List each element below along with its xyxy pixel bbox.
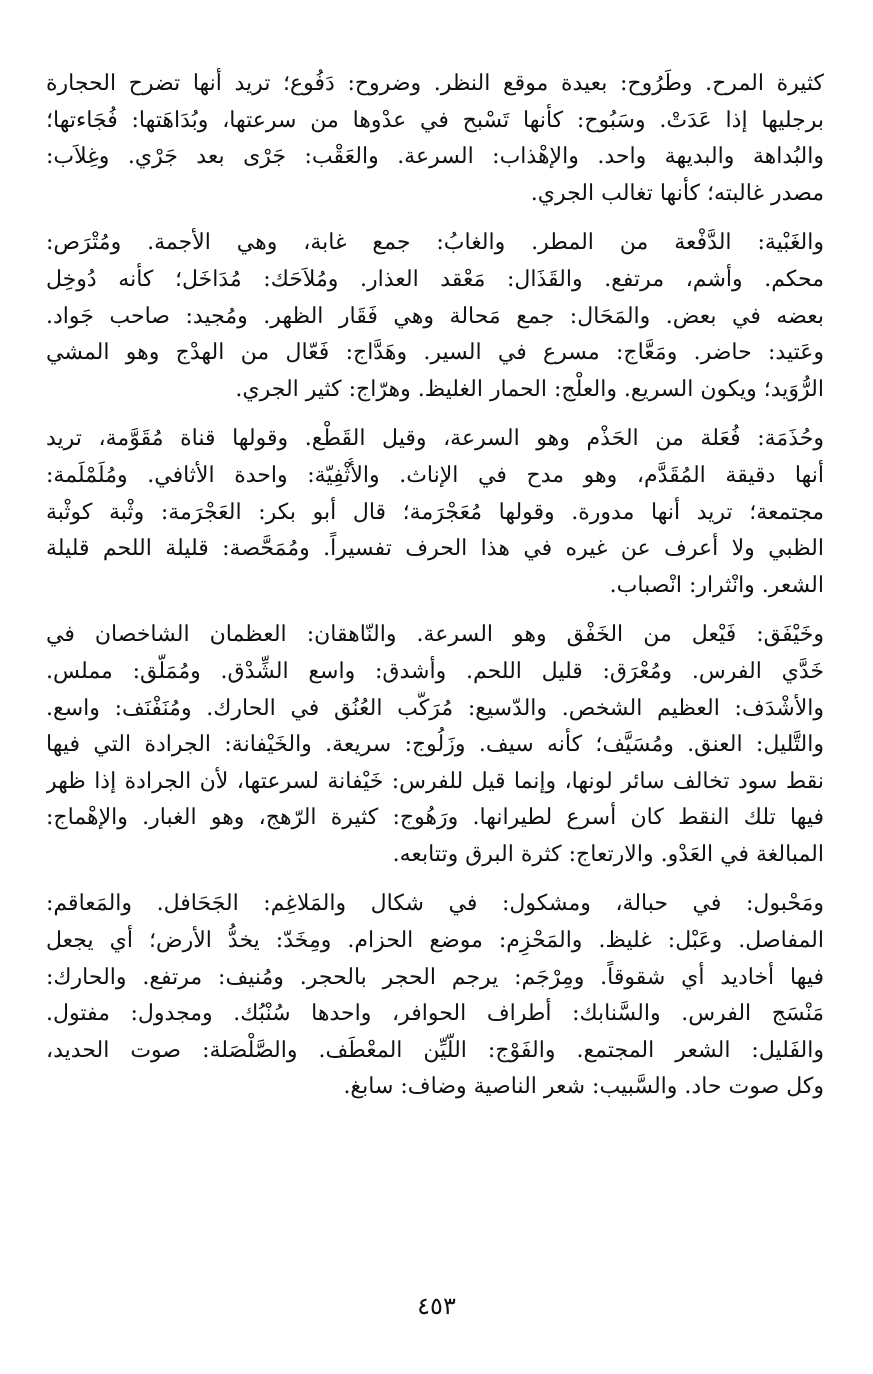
paragraph: [46, 66, 824, 212]
text-line: الشعر. وانْثرار: انْصباب.: [609, 572, 824, 598]
text-line: وعَتيد: حاضر. ومَعَّاج: مسرع في السير. وهَدَّاج: فَعّال من الهدْج وهو المشي: [46, 340, 824, 366]
body-text: [46, 66, 824, 1119]
text-line: والبُداهة والبديهة واحد. والإهْذاب: السرعة. والعَقْب: جَرْى بعد جَرْي. وغِلاَب:: [46, 144, 824, 170]
text-line: الظبي ولا أعرف عن غيره في هذا الحرف تفسيراً. ومُمَحَّصة: قليلة اللحم قليلة: [46, 536, 824, 562]
text-line: نقط سود تخالف سائر لونها، وإنما قيل للفرس: خَيْفانة لسرعتها، لأن الجرادة إذا ظهر: [46, 768, 824, 794]
text-line: برجليها إذا عَدَتْ. وسَبُوح: كأنها تَسْبح في عدْوها من سرعتها، وبُدَاهَتها: فُجَاءتها؛: [46, 107, 824, 133]
text-line: ومَحْبول: في حبالة، ومشكول: في شكال والمَلاغِم: الجَحَافل. والمَعاقم:: [46, 891, 824, 917]
paragraph: [46, 225, 824, 408]
paragraph: [46, 421, 824, 604]
text-line: المفاصل. وعَبْل: غليظ. والمَحْزِم: موضع الحزام. ومِخَدّ: يخدُّ الأرض؛ أي يجعل: [46, 928, 824, 954]
paragraph: [46, 886, 824, 1106]
text-line: فيها تلك النقط كان أسرع لطيرانها. ورَهُوج: كثيرة الرّهج، وهو الغبار. والإهْماج:: [46, 805, 824, 831]
text-line: بعضه في بعض. والمَحَال: جمع مَحالة وهي فَقَار الظهر. ومُجيد: صاحب جَواد.: [46, 303, 824, 329]
text-line: أنها دقيقة المُقَدَّم، وهو مدح في الإناث. والأُثْفِيّة: واحدة الأثافي. ومُلَمْلَمة:: [46, 462, 824, 488]
text-line: وحُذَمَة: فُعَلة من الحَذْم وهو السرعة، وقيل القَطْع. وقولها قناة مُقَوَّمة، تريد: [46, 426, 824, 452]
text-line: والفَليل: الشعر المجتمع. والفَوْج: اللَّيِّن المعْطَف. والصَّلْصَلة: صوت الحديد،: [46, 1037, 824, 1063]
text-line: الرُّوَيد؛ ويكون السريع. والعلْج: الحمار الغليظ. وهرّاج: كثير الجري.: [235, 376, 824, 402]
text-line: مجتمعة؛ تريد أنها مدورة. وقولها مُعَجْرَمة؛ قال أبو بكر: العَجْرَمة: وثْبة كوثْبة: [46, 499, 824, 525]
text-line: خَدَّي الفرس. ومُعْرَق: قليل اللحم. وأشدق: واسع الشِّدْق. ومُمَلَّق: مملس.: [46, 658, 824, 684]
text-line: فيها أخاديد أي شقوقاً. ومِرْجَم: يرجم الحجر بالحجر. ومُنيف: مرتفع. والحارك:: [46, 964, 824, 990]
text-line: والتَّليل: العنق. ومُسَيَّف؛ كأنه سيف. وزَلُوج: سريعة. والخَيْفانة: الجرادة التي فيها: [46, 732, 824, 758]
text-line: مصدر غالبته؛ كأنها تغالب الجري.: [530, 180, 824, 206]
text-line: المبالغة في العَدْو. والارتعاج: كثرة البرق وتتابعه.: [392, 841, 824, 867]
text-line: وكل صوت حاد. والسَّبيب: شعر الناصية وضاف: سابغ.: [343, 1074, 824, 1100]
text-line: والغَبْية: الدَّفْعة من المطر. والغابُ: جمع غابة، وهي الأجمة. ومُتْرَص:: [46, 230, 824, 256]
paragraph: [46, 617, 824, 873]
page-number: ٤٥٣: [417, 1292, 456, 1320]
text-line: محكم. وأشم، مرتفع. والقَذَال: مَعْقد العذار. ومُلاَحَك: مُدَاخَل؛ كأنه دُوخِل: [46, 266, 824, 292]
text-line: كثيرة المرح. وطَرُوح: بعيدة موقع النظر. وضروح: دَفُوع؛ تريد أنها تضرح الحجارة: [46, 71, 824, 96]
text-line: والأشْدَف: العظيم الشخص. والدّسيع: مُرَكَّب العُنُق في الحارك. ومُنَفْنَف: واسع.: [46, 695, 824, 721]
text-line: مَنْسَج الفرس. والسَّنابك: أطراف الحوافر، واحدها سُنْبُك. ومجدول: مفتول.: [46, 1001, 824, 1027]
text-line: وخَيْفَق: فَيْعل من الخَفْق وهو السرعة. والنّاهقان: العظمان الشاخصان في: [46, 622, 824, 648]
